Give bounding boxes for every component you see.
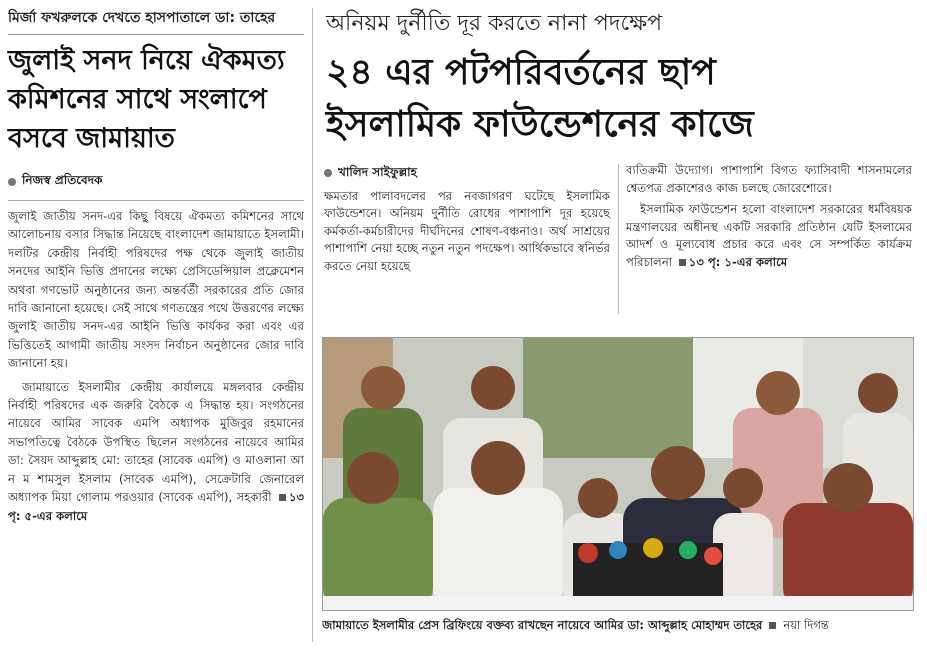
square-bullet-icon bbox=[679, 259, 686, 266]
left-byline bbox=[8, 172, 304, 192]
bullet-icon bbox=[324, 169, 332, 177]
left-paragraph-text: জামায়াতে ইসলামীর কেন্দ্রীয় কার্যালয়ে মঙ্গলবার কেন্দ্রীয় নির্বাহী পরিষদের এক জরুরি বৈঠকে এ সিদ্ধান্ত হয়। সংগঠনের নায়েবে আমির সাবেক এমপি অধ্যাপক মুজিবুর রহমানের সভাপতিত্বে বৈঠকে উপস্থিত ছিলেন সংগঠনের নায়েবে আমির ডা: সৈয়দ আব্দুল্লাহ মো: তাহের (সাবেক এমপি) ও মাওলানা আ ন ম শামসুল ইসলাম (সাবেক এমপি), সেক্রেটারি জেনারেল অধ্যাপক মিয়া গোলাম পরওয়ার (সাবেক এমপি), সহকারী bbox=[8, 379, 304, 505]
right-paragraph: ব্যতিক্রমী উদ্যোগ। পাশাপাশি বিগত ফ্যাসিবাদী শাসনামলের শ্বেতপত্র প্রকাশেরও কাজ চলছে জোরেশোরে। bbox=[626, 163, 912, 195]
left-byline-text: নিজস্ব প্রতিবেদক bbox=[22, 173, 103, 187]
right-story bbox=[322, 6, 918, 273]
photo-credit: নয়া দিগন্ত bbox=[783, 618, 829, 632]
divider bbox=[8, 200, 304, 201]
right-headline-line: ২৪ এর পটপরিবর্তনের ছাপ bbox=[326, 52, 716, 93]
caption-text: জামায়াতে ইসলামীর প্রেস ব্রিফিংয়ে বক্তব্য রাখছেন নায়েবে আমির ডা: আব্দুল্লাহ মোহাম্মদ তাহের bbox=[322, 618, 763, 632]
right-byline bbox=[324, 164, 610, 182]
right-columns bbox=[322, 164, 918, 314]
right-paragraph bbox=[626, 201, 912, 271]
left-story bbox=[8, 6, 304, 530]
photo-caption bbox=[322, 617, 912, 636]
photo-illustration bbox=[323, 338, 913, 610]
right-jump-link[interactable]: ১৩ পৃ: ১-এর কলামে bbox=[688, 254, 788, 269]
left-headline-line: জুলাই সনদ নিয়ে ঐকমত্য bbox=[8, 45, 285, 76]
left-headline-line: কমিশনের সাথে সংলাপে bbox=[8, 84, 267, 115]
left-headline bbox=[8, 41, 304, 158]
table-surface bbox=[323, 596, 913, 610]
left-paragraph: জুলাই জাতীয় সনদ-এর কিছু বিষয়ে ঐকমত্য কমিশনের সাথে আলোচনায় বসার সিদ্ধান্ত নিয়েছে বাংলাদেশ জামায়াতে ইসলামী। দলটির কেন্দ্রীয় নির্বাহী পরিষদের পক্ষ থেকে জুলাই জাতীয় সনদের আইনি ভিত্তি প্রদানের লক্ষ্যে প্রেসিডেন্সিয়াল প্রক্লেমেশন অথবা গণভোট অনুষ্ঠানের জন্য অন্তর্বর্তী সরকারের প্রতি জোর দাবি জানানো হয়েছে। সেই সাথে গণতন্ত্রের পথে উত্তরণের লক্ষ্যে জুলাই জাতীয় সনদ-এর আইনি ভিত্তি কার্যকর করা এবং এর ভিত্তিতেই আগামী জাতীয় সংসদ নির্বাচন অনুষ্ঠানের জোর দাবি জানানো হয়। bbox=[8, 209, 304, 371]
right-paragraph-text: ইসলামিক ফাউন্ডেশন হলো বাংলাদেশ সরকারের ধর্মবিষয়ক মন্ত্রণালয়ের অধীনস্থ একটি সরকারি প্রতিষ্ঠান যেটি ইসলামের আদর্শ ও মূল্যবোধ প্রচার করে এবং সে সম্পর্কিত কার্যক্রম পরিচালনা bbox=[626, 202, 912, 269]
right-column-2 bbox=[626, 162, 912, 276]
bullet-icon bbox=[8, 178, 16, 186]
left-headline-line: বসবে জামায়াত bbox=[8, 123, 175, 154]
square-bullet-icon bbox=[769, 622, 776, 629]
right-kicker: অনিয়ম দুর্নীতি দূর করতে নানা পদক্ষেপ bbox=[326, 11, 663, 36]
left-kicker: মির্জা ফখরুলকে দেখতে হাসপাতালে ডা: তাহের bbox=[8, 6, 304, 35]
left-jump-link[interactable]: ১৩ পৃ: ৫-এর কলামে bbox=[8, 490, 305, 523]
right-headline-line: ইসলামিক ফাউন্ডেশনের কাজে bbox=[326, 104, 754, 145]
left-paragraph bbox=[8, 378, 304, 525]
press-briefing-photo bbox=[322, 337, 914, 611]
right-paragraph: ক্ষমতার পালাবদলের পর নবজাগরণ ঘটেছে ইসলামিক ফাউন্ডেশনে। অনিয়ম দুর্নীতি রোধের পাশাপাশি দূর হয়েছে কর্মকর্তা-কর্মচারীদের দীর্ঘদিনের শোষণ-বঞ্চনাও। অর্থ সাশ্রয়ের পাশাপাশি নেয়া হচ্ছে নতুন নতুন পদক্ষেপ। আর্থিকভাবে স্বনির্ভর করতে নেয়া হয়েছে bbox=[324, 188, 610, 273]
right-column-1 bbox=[324, 164, 610, 280]
right-byline-text: খালিদ সাইফুল্লাহ bbox=[338, 165, 417, 179]
column-divider bbox=[618, 164, 619, 314]
column-divider bbox=[312, 8, 313, 642]
right-headline bbox=[326, 47, 918, 151]
left-body bbox=[8, 207, 304, 525]
square-bullet-icon bbox=[279, 494, 286, 501]
